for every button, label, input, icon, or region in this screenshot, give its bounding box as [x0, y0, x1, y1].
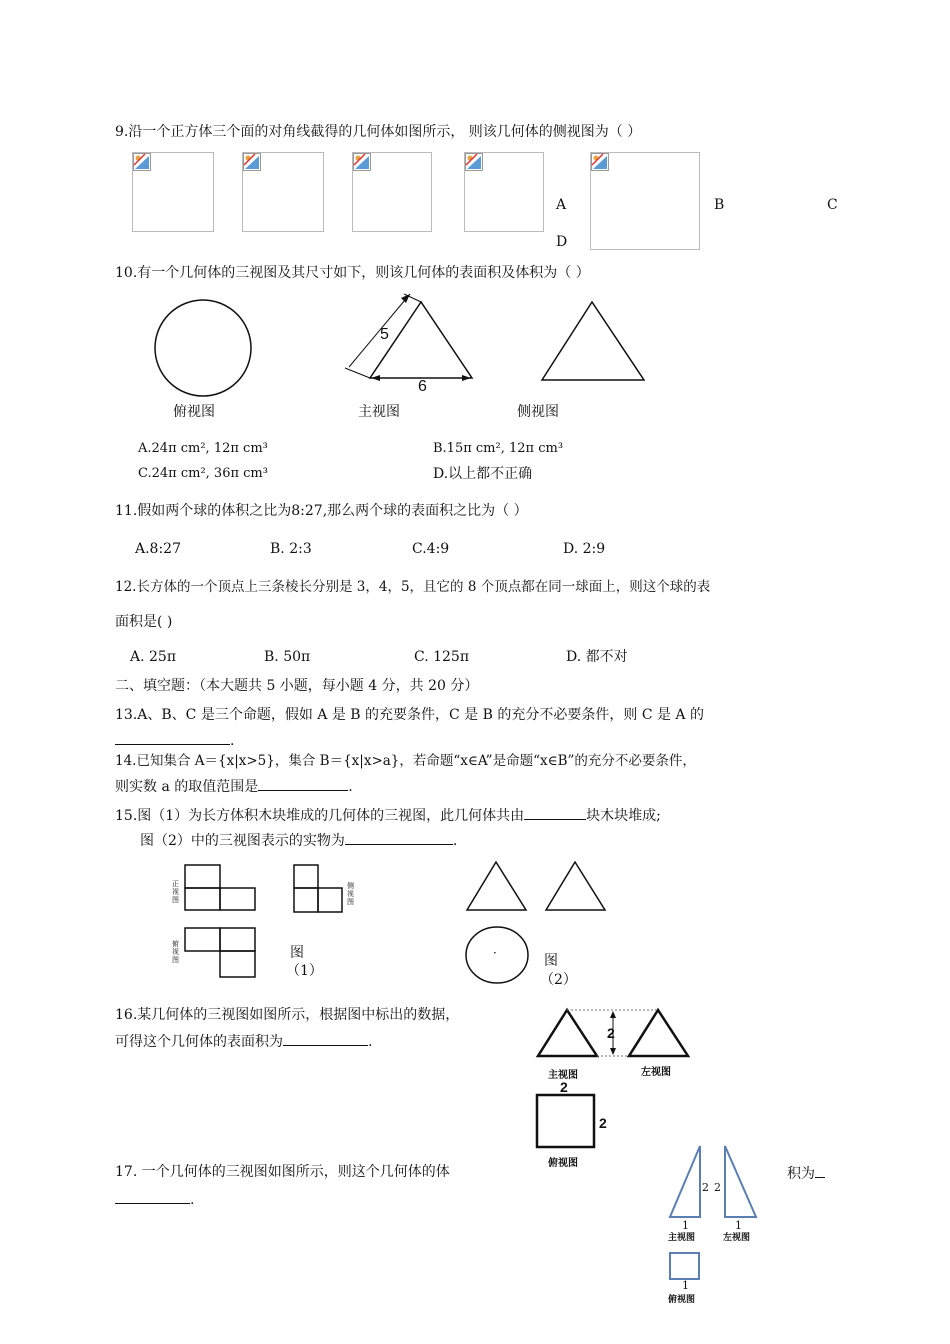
q12-option-d: D. 都不对	[566, 649, 628, 665]
q15-fig2-center-dot: ·	[493, 946, 497, 960]
q16-line2: 可得这个几何体的表面积为	[115, 1034, 283, 1050]
q10-caption-top: 俯视图	[173, 404, 215, 420]
q17-left-view-triangle	[725, 1146, 756, 1217]
q16-dim-width: 2	[560, 1079, 568, 1095]
q10-caption-front: 主视图	[358, 404, 400, 420]
q17-dim-height-front: 2	[702, 1181, 709, 1194]
q9-option-a: A	[556, 197, 567, 213]
q17-caption-left: 左视图	[723, 1233, 751, 1243]
section-heading-fill-in: 二、填空题：（本大题共 5 小题，每小题 4 分，共 20 分）	[115, 678, 479, 694]
q12-option-c: C. 125π	[414, 649, 470, 665]
q17-caption-front: 主视图	[668, 1233, 696, 1243]
q17-dim-base-front: 1	[682, 1219, 689, 1232]
q15-label-side: 侧视图	[347, 882, 354, 906]
q15-fig2-number: （2）	[540, 972, 577, 988]
q13-end: .	[230, 733, 235, 749]
q9-option-c: C	[827, 197, 838, 213]
q10-text: 10.有一个几何体的三视图及其尺寸如下，则该几何体的表面积及体积为（ ）	[115, 265, 590, 281]
q11-option-a: A.8:27	[135, 541, 181, 557]
q13-text: 13.A、B、C 是三个命题，假如 A 是 B 的充要条件，C 是 B 的充分不必要条件，则 C 是 A 的	[115, 707, 704, 723]
q16-caption-front: 主视图	[548, 1070, 578, 1081]
q12-line1: 12.长方体的一个顶点上三条棱长分别是 3，4，5，且它的 8 个顶点都在同一球面上，则这个球的表	[115, 579, 711, 595]
q11-option-c: C.4:9	[412, 541, 450, 557]
q12-option-a: A. 25π	[130, 649, 177, 665]
q10-caption-side: 侧视图	[517, 404, 559, 420]
q14-end: .	[348, 779, 353, 795]
q16-dim-height: 2	[607, 1025, 615, 1041]
q10-dim-slant: 5	[380, 326, 389, 343]
q9-text: 9.沿一个正方体三个面的对角线截得的几何体如图所示， 则该几何体的侧视图为（ ）	[115, 124, 642, 140]
q12-line2: 面积是( )	[115, 614, 173, 630]
q16-dim-depth: 2	[599, 1115, 607, 1131]
q17-front-view-triangle	[670, 1146, 700, 1217]
q15-label-top: 俯视图	[172, 940, 179, 964]
q12-option-b: B. 50π	[264, 649, 311, 665]
q9-option-b: B	[714, 197, 725, 213]
q15-fig2-label: 图	[544, 953, 558, 969]
q16-line1: 16.某几何体的三视图如图所示，根据图中标出的数据，	[115, 1007, 460, 1023]
q11-text: 11.假如两个球的体积之比为8:27,那么两个球的表面积之比为（ ）	[115, 503, 528, 519]
q15-fig1-label: 图	[290, 945, 304, 961]
q17-text: 17. 一个几何体的三视图如图所示，则这个几何体的体	[115, 1164, 450, 1180]
q17-top-view-square	[670, 1253, 699, 1279]
q15-line1a: 15.图（1）为长方体积木块堆成的几何体的三视图，此几何体共由	[115, 808, 525, 824]
q15-end: .	[452, 833, 458, 849]
q17-dim-base-left: 1	[735, 1219, 742, 1232]
q11-option-b: B. 2:3	[270, 541, 312, 557]
q15-line1b: 块木块堆成;	[586, 808, 661, 824]
q17-end: .	[190, 1192, 195, 1208]
q17-dim-base-top: 1	[682, 1279, 689, 1292]
q14-line1: 14.已知集合 A＝{x|x>5}，集合 B＝{x|x>a}，若命题“x∈A”是命题“x∈B”的充分不必要条件，	[115, 753, 696, 769]
q10-dim-base: 6	[418, 378, 427, 395]
q14-line2: 则实数 a 的取值范围是	[115, 779, 259, 795]
q10-option-c: C.24π cm², 36π cm³	[138, 466, 268, 481]
q9-option-d: D	[556, 234, 568, 250]
q15-label-front: 正视图	[172, 880, 179, 904]
q17-caption-top: 俯视图	[668, 1295, 696, 1305]
q10-option-a: A.24π cm², 12π cm³	[138, 441, 268, 456]
q16-end: .	[368, 1034, 373, 1050]
q10-option-d: D.以上都不正确	[433, 466, 533, 482]
q17-tail-text: 积为	[787, 1166, 815, 1182]
q10-option-b: B.15π cm², 12π cm³	[433, 441, 564, 456]
q11-option-d: D. 2:9	[563, 541, 606, 557]
q15-line2-text: 图（2）中的三视图表示的实物为	[140, 833, 345, 849]
q17-dim-height-left: 2	[714, 1181, 721, 1194]
q16-caption-top: 俯视图	[548, 1158, 578, 1169]
q16-caption-left: 左视图	[641, 1067, 671, 1078]
q15-fig1-number: （1）	[286, 963, 323, 979]
